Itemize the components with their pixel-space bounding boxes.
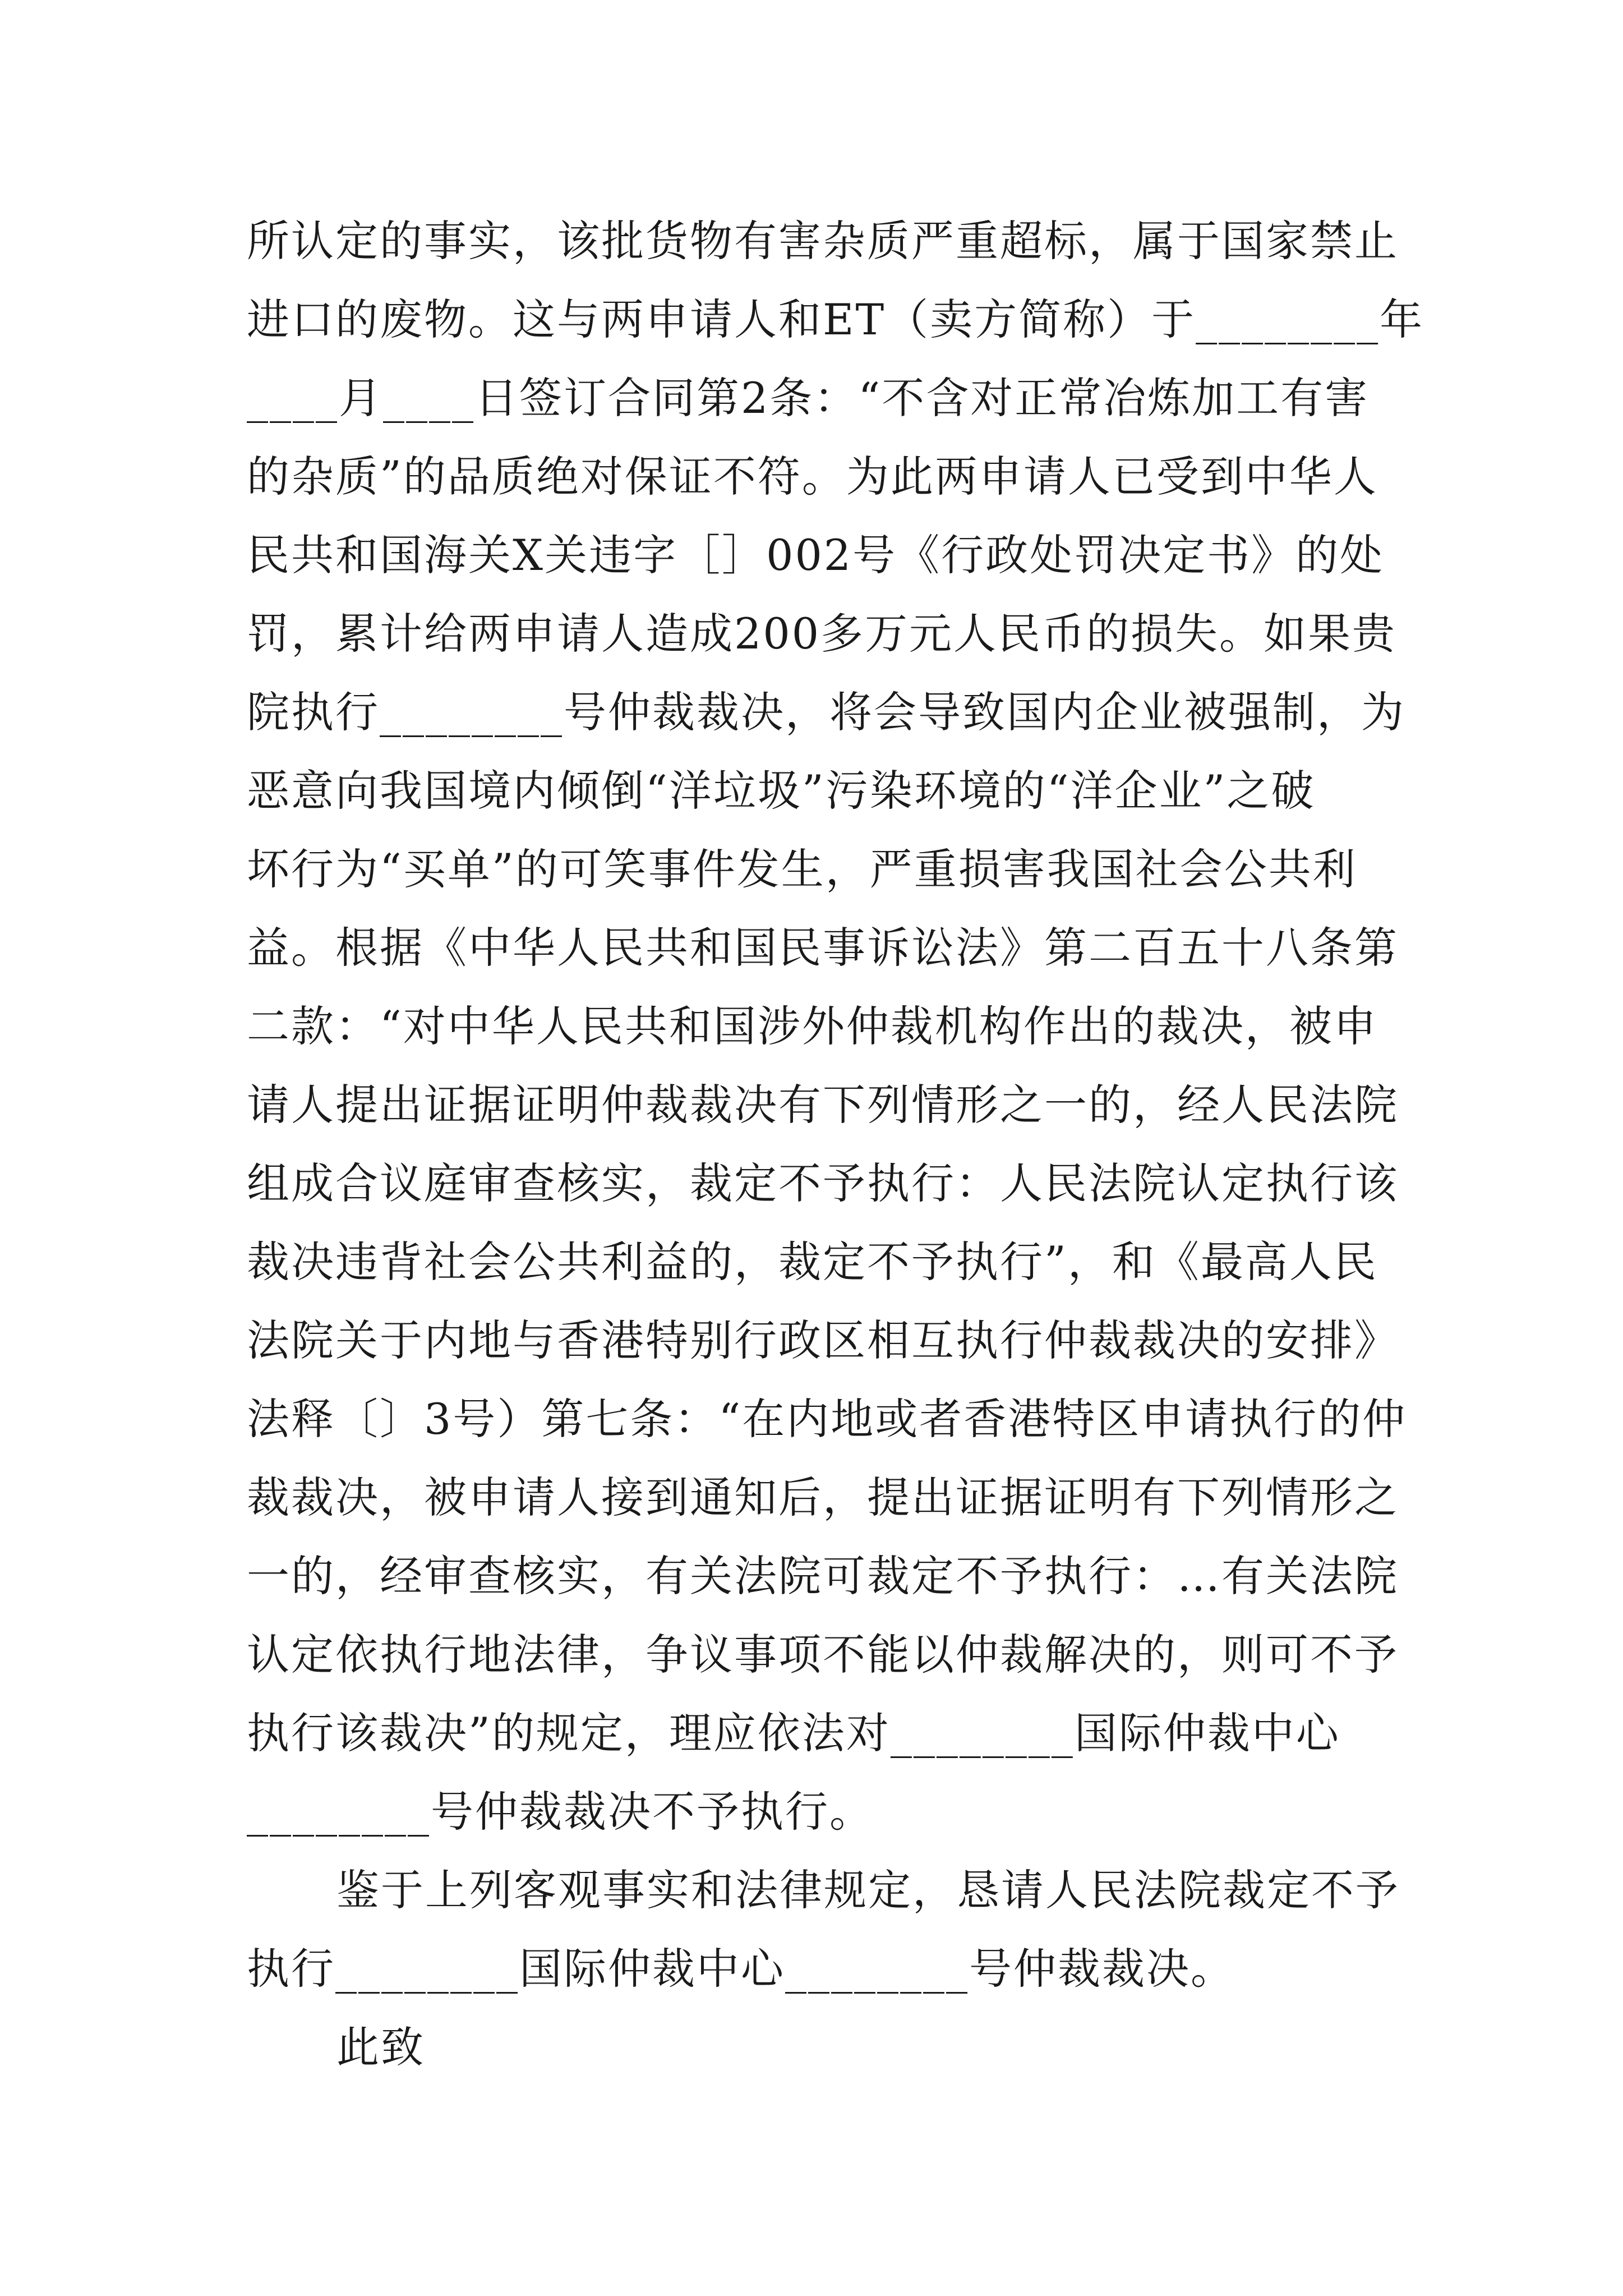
text-line: ____月____日签订合同第2条：“不含对正常冶炼加工有害 — [247, 373, 1370, 423]
text-line: 执行________国际仲裁中心________号仲裁裁决。 — [247, 1944, 1235, 1994]
text-line: 执行该裁决”的规定，理应依法对________国际仲裁中心 — [247, 1708, 1340, 1758]
text-line: 法释〔〕3号）第七条：“在内地或者香港特区申请执行的仲 — [247, 1394, 1407, 1444]
text-line: ________号仲裁裁决不予执行。 — [247, 1787, 874, 1837]
text-line: 法院关于内地与香港特别行政区相互执行仲裁裁决的安排》 — [247, 1315, 1399, 1365]
text-line: 裁决违背社会公共利益的，裁定不予执行”，和《最高人民 — [247, 1237, 1378, 1287]
text-line: 组成合议庭审查核实，裁定不予执行：人民法院认定执行该 — [247, 1158, 1399, 1208]
text-line: 罚，累计给两申请人造成200多万元人民币的损失。如果贵 — [247, 609, 1397, 659]
text-line: 民共和国海关X关违字［］002号《行政处罚决定书》的处 — [247, 530, 1385, 580]
text-line: 所认定的事实，该批货物有害杂质严重超标，属于国家禁止 — [247, 216, 1399, 266]
text-line: 院执行________号仲裁裁决，将会导致国内企业被强制，为 — [247, 687, 1405, 737]
text-line: 的杂质”的品质绝对保证不符。为此两申请人已受到中华人 — [247, 452, 1378, 501]
text-line: 此致 — [336, 2022, 425, 2072]
text-line: 鉴于上列客观事实和法律规定，恳请人民法院裁定不予 — [336, 1865, 1400, 1915]
text-line: 进口的废物。这与两申请人和ET（卖方简称）于________年 — [247, 295, 1424, 344]
text-line: 恶意向我国境内倾倒“洋垃圾”污染环境的“洋企业”之破 — [247, 766, 1316, 816]
text-line: 认定依执行地法律，争议事项不能以仲裁解决的，则可不予 — [247, 1630, 1399, 1680]
text-line: 请人提出证据证明仲裁裁决有下列情形之一的，经人民法院 — [247, 1080, 1399, 1130]
text-line: 一的，经审查核实，有关法院可裁定不予执行：…有关法院 — [247, 1551, 1399, 1601]
text-line: 益。根据《中华人民共和国民事诉讼法》第二百五十八条第 — [247, 923, 1399, 973]
text-line: 裁裁决，被申请人接到通知后，提出证据证明有下列情形之 — [247, 1473, 1399, 1522]
text-line: 坏行为“买单”的可笑事件发生，严重损害我国社会公共利 — [247, 844, 1357, 894]
text-line: 二款：“对中华人民共和国涉外仲裁机构作出的裁决，被申 — [247, 1001, 1378, 1051]
